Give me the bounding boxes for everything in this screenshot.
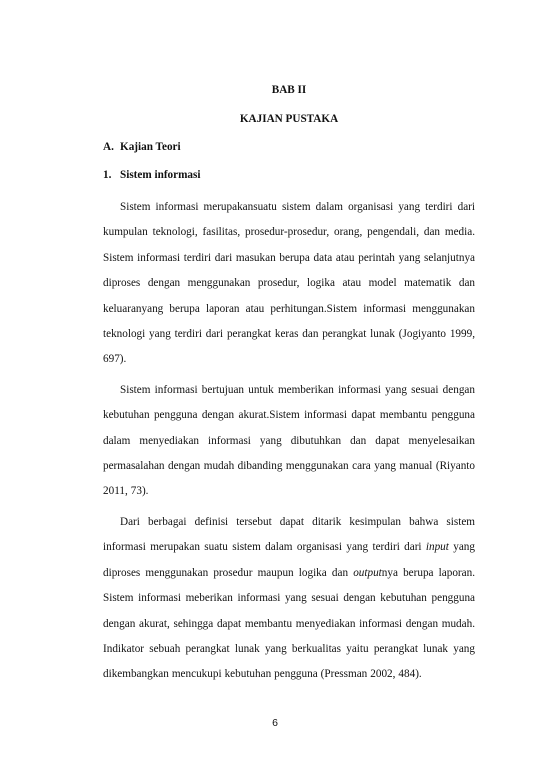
subsection-heading bbox=[103, 168, 475, 183]
paragraph-2: Sistem informasi bertujuan untuk memberikan informasi yang sesuai dengan kebutuhan pengguna dengan akurat.Sistem informasi dapat membantu pengguna dalam menyediakan informasi yang dibutuhkan dan dapat menyelesaikan permasalahan dengan mudah dibanding menggunakan cara yang manual (Riyanto 2011, 73). bbox=[103, 383, 475, 498]
paragraph-3-part-3: nya berupa laporan. Sistem informasi meberikan informasi yang sesuai dengan kebutuhan pengguna dengan akurat, sehingga dapat membantu menyediakan informasi dengan mudah. Indikator sebuah perangkat lunak yang berkualitas yaitu perangkat lunak yang dikembangkan mencukupi kebutuhan pengguna (Pressman 2002, 484). bbox=[103, 566, 475, 681]
page-content bbox=[103, 83, 475, 693]
paragraph-3-part-2: yang diproses menggunakan prosedur maupun logika dan bbox=[103, 541, 475, 579]
paragraph-3 bbox=[103, 510, 475, 688]
section-title: Kajian Teori bbox=[120, 141, 181, 153]
chapter-title: KAJIAN PUSTAKA bbox=[239, 113, 339, 125]
chapter-number: BAB II bbox=[271, 84, 307, 96]
paragraph-1: Sistem informasi merupakansuatu sistem dalam organisasi yang terdiri dari kumpulan teknologi, fasilitas, prosedur-prosedur, orang, pengendali, dan media. Sistem informasi terdiri dari masukan berupa data atau perintah yang selanjutnya diproses dengan menggunakan prosedur, logika atau model matematik dan keluaranyang berupa laporan atau perhitungan.Sistem informasi menggunakan teknologi yang terdiri dari perangkat keras dan perangkat lunak (Jogiyanto 1999, 697). bbox=[103, 201, 475, 366]
subsection-number: 1. bbox=[103, 169, 112, 181]
italic-term-output: output bbox=[353, 566, 382, 579]
section-number: A. bbox=[103, 141, 114, 153]
paragraph-3-part-1: Dari berbagai definisi tersebut dapat ditarik kesimpulan bahwa sistem informasi merupakan suatu sistem dalam organisasi yang terdiri dari bbox=[103, 515, 475, 554]
section-heading bbox=[103, 140, 475, 155]
page-number: 6 bbox=[272, 717, 278, 729]
italic-term-input: input bbox=[425, 541, 449, 554]
subsection-title: Sistem informasi bbox=[120, 169, 201, 181]
